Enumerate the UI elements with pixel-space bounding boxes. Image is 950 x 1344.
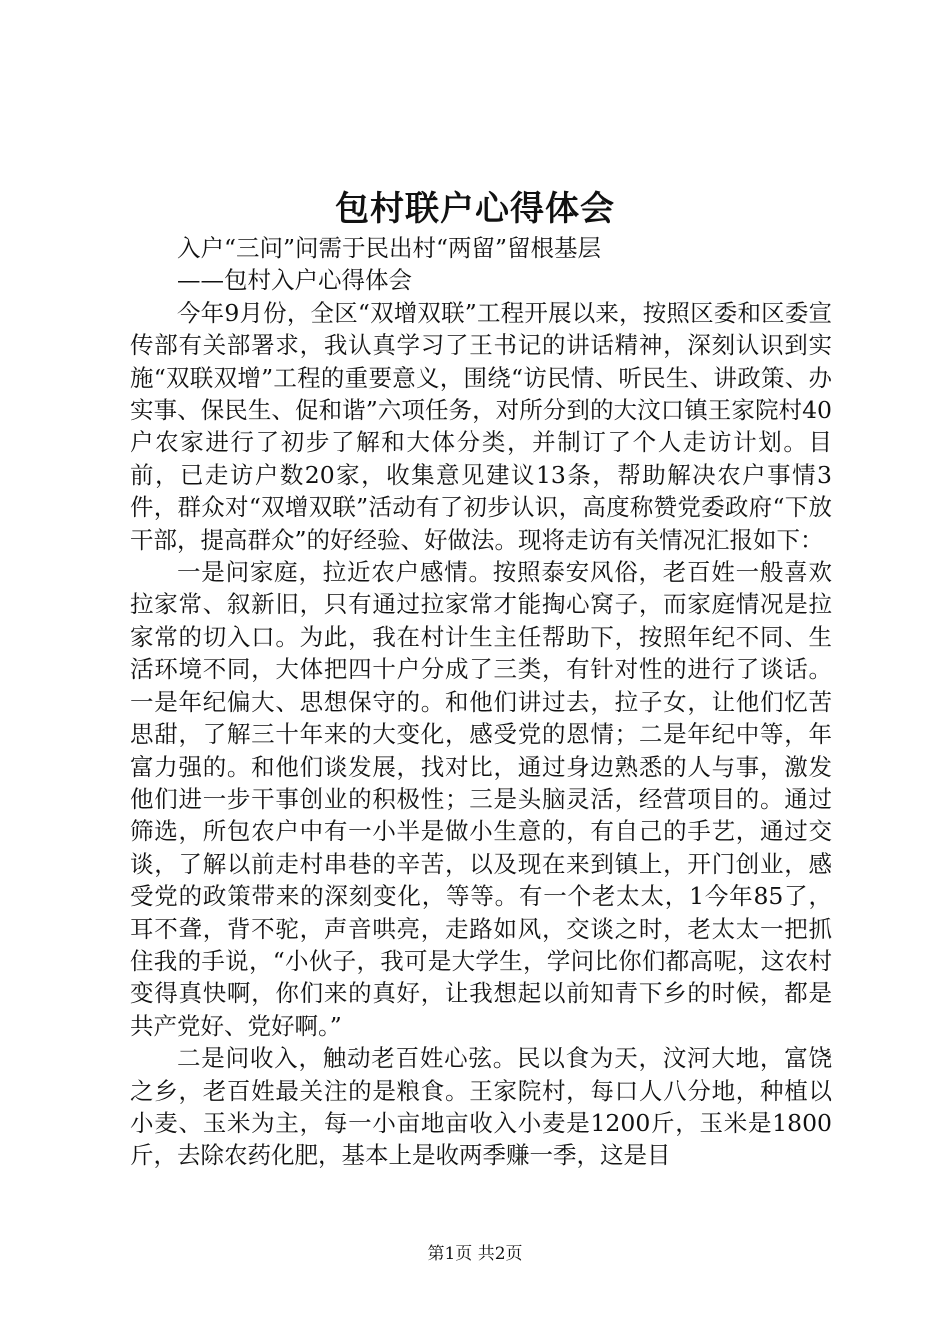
document-title: 包村联户心得体会 [335,189,615,229]
subtitle-dash-line: ——包村入户心得体会 [177,266,412,295]
paragraph-intro: 今年9月份，全区“双增双联”工程开展以来，按照区委和区委宣传部有关部署求，我认真学习了王书记的讲话精神，深刻认识到实施“双联双增”工程的重要意义，围绕“访民情、听民生、讲政策、办实事、保民生、促和谐”六项任务，对所分到的大汶口镇王家院村40户农家进行了初步了解和大体分类，并制订了个人走访计划。目前，已走访户数20家，收集意见建议13条，帮助解决农户事情3件，群众对“双增双联”活动有了初步认识，高度称赞党委政府“下放干部，提高群众”的好经验、好做法。现将走访有关情况汇报如下： [130,298,832,554]
paragraph-income: 二是问收入，触动老百姓心弦。民以食为天，汶河大地，富饶之乡，老百姓最关注的是粮食。王家院村，每口人八分地，种植以小麦、玉米为主，每一小亩地亩收入小麦是1200斤，玉米是1800斤，去除农药化肥，基本上是收两季赚一季，这是目 [130,1044,832,1170]
document-body [130,232,832,1172]
subtitle-line: 入户“三问”问需于民出村“两留”留根基层 [177,234,602,262]
page-number-footer: 第1页 共2页 [427,1244,523,1264]
paragraph-family: 一是问家庭，拉近农户感情。按照泰安风俗，老百姓一般喜欢拉家常、叙新旧，只有通过拉家常才能掏心窝子，而家庭情况是拉家常的切入口。为此，我在村计生主任帮助下，按照年纪不同、生活环境不同，大体把四十户分成了三类，有针对性的进行了谈话。一是年纪偏大、思想保守的。和他们讲过去，拉子女，让他们忆苦思甜，了解三十年来的大变化，感受党的恩情；二是年纪中等，年富力强的。和他们谈发展，找对比，通过身边熟悉的人与事，激发他们进一步干事创业的积极性；三是头脑灵活，经营项目的。通过筛选，所包农户中有一小半是做小生意的，有自己的手艺，通过交谈，了解以前走村串巷的辛苦，以及现在来到镇上，开门创业，感受党的政策带来的深刻变化，等等。有一个老太太，1今年85了，耳不聋，背不驼，声音哄亮，走路如风，交谈之时，老太太一把抓住我的手说，“小伙子，我可是大学生，学问比你们都高呢，这农村变得真快啊，你们来的真好，让我想起以前知青下乡的时候，都是共产党好、党好啊。” [130,558,832,1040]
